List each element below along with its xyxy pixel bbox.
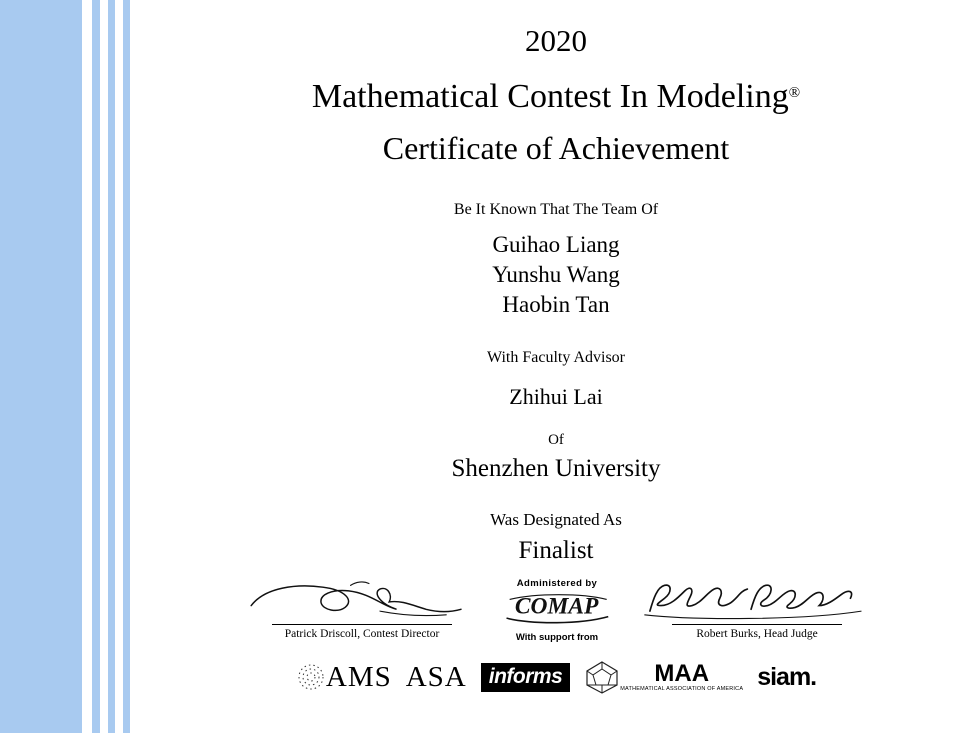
asa-label: ASA [405, 660, 467, 693]
decorative-gap-3 [115, 0, 123, 733]
contest-title-text: Mathematical Contest In Modeling [311, 78, 789, 115]
sponsor-maa [584, 660, 743, 694]
signature-row [132, 578, 980, 658]
certificate-year: 2020 [525, 23, 587, 58]
of-label: Of [548, 432, 564, 448]
signature-block-contest-director [232, 578, 492, 641]
advisor-label: With Faculty Advisor [486, 349, 625, 366]
certificate-title: Certificate of Achievement [382, 130, 730, 166]
maa-label: MAA [654, 659, 710, 687]
comap-logo-icon [494, 590, 619, 626]
sponsor-ams [296, 661, 392, 694]
ams-label: AMS [325, 660, 392, 693]
maa-sublabel: MATHEMATICAL ASSOCIATION OF AMERICA [620, 685, 744, 692]
svg-text:COMAP: COMAP [515, 593, 599, 620]
decorative-gap-2 [100, 0, 108, 733]
institution-name: Shenzhen University [451, 455, 661, 482]
signature-caption-contest-director: Patrick Driscoll, Contest Director [272, 624, 452, 641]
informs-label: informs [481, 663, 571, 692]
certificate-body [132, 0, 980, 733]
maa-text-block [620, 659, 744, 693]
contest-title [132, 68, 980, 122]
award-level: Finalist [518, 537, 594, 564]
signature-block-head-judge [622, 578, 892, 641]
decorative-gap-1 [82, 0, 92, 733]
team-member: Haobin Tan [502, 292, 610, 317]
sponsor-siam [757, 663, 816, 692]
team-member: Guihao Liang [492, 232, 620, 257]
team-label: Be It Known That The Team Of [453, 201, 659, 218]
maa-icosahedron-icon [584, 660, 620, 694]
sponsor-logo-row [132, 655, 980, 699]
siam-label: siam. [757, 662, 817, 691]
administered-by-label: Administered by [516, 578, 598, 589]
registered-trademark-icon: ® [788, 85, 801, 101]
signature-icon-robert-burks [637, 578, 876, 624]
ams-dots-icon [296, 662, 326, 692]
decorative-bar-thin-3 [123, 0, 130, 733]
sponsor-informs [481, 663, 571, 692]
advisor-name: Zhihui Lai [509, 384, 603, 409]
team-member-list [132, 230, 980, 320]
decorative-bar-thin-1 [92, 0, 100, 733]
sponsor-asa [406, 661, 467, 694]
support-from-label: With support from [515, 632, 599, 643]
team-member: Yunshu Wang [492, 262, 620, 287]
signature-caption-head-judge: Robert Burks, Head Judge [672, 624, 842, 641]
signature-icon-patrick-driscoll [242, 578, 481, 624]
decorative-bar-wide [0, 0, 82, 733]
designation-label: Was Designated As [490, 510, 622, 529]
decorative-bar-thin-2 [108, 0, 115, 733]
